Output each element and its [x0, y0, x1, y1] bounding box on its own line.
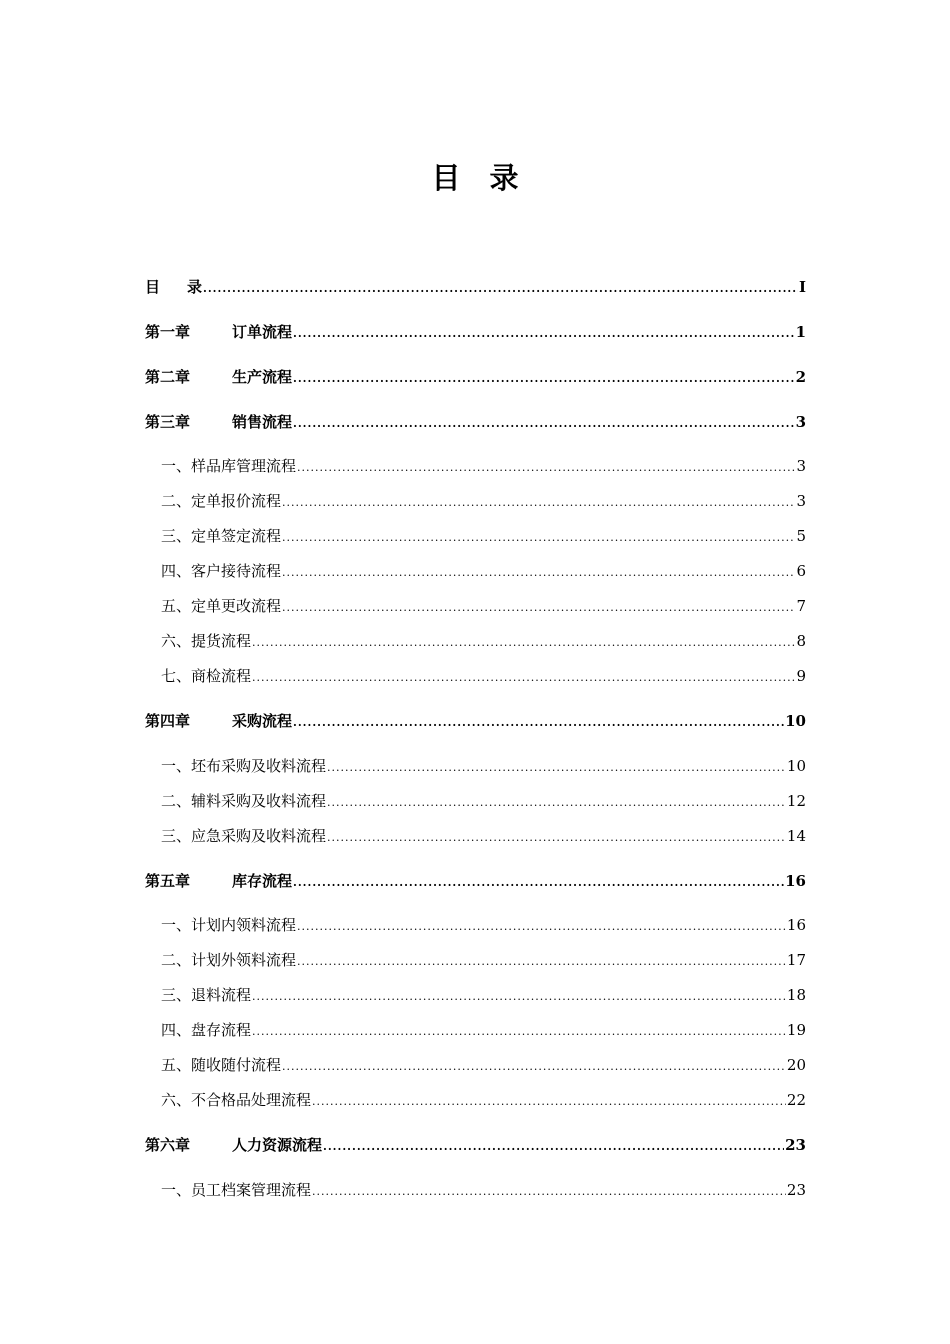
- toc-section[interactable]: [145, 984, 806, 1008]
- dot-leader: [252, 986, 786, 1008]
- toc-page-number: 19: [786, 1021, 806, 1039]
- dot-leader: [323, 1136, 784, 1158]
- dot-leader: [293, 368, 795, 390]
- toc-chapter-6[interactable]: [145, 1134, 806, 1158]
- toc-page-number: I: [798, 278, 806, 296]
- dot-leader: [293, 872, 784, 894]
- dot-leader: [297, 916, 786, 938]
- chapter-title: 采购流程: [232, 712, 293, 730]
- section-title: 五、定单更改流程: [161, 597, 282, 615]
- toc-section[interactable]: [145, 525, 806, 549]
- toc-section[interactable]: [145, 825, 806, 849]
- chapter-title: 人力资源流程: [232, 1136, 323, 1154]
- toc-entry-contents[interactable]: [145, 276, 806, 300]
- toc-page-number: 22: [786, 1091, 806, 1109]
- section-title: 二、辅料采购及收料流程: [161, 792, 327, 810]
- toc-section[interactable]: [145, 1089, 806, 1113]
- chapter-number: 第三章: [145, 413, 191, 431]
- toc-section[interactable]: [145, 1054, 806, 1078]
- dot-leader: [327, 757, 786, 779]
- section-title: 一、坯布采购及收料流程: [161, 757, 327, 775]
- dot-leader: [282, 527, 795, 549]
- toc-page-number: 9: [796, 667, 806, 685]
- section-title: 六、提货流程: [161, 632, 252, 650]
- toc-entry-title: 录: [187, 278, 203, 296]
- toc-page-number: 16: [786, 916, 806, 934]
- section-title: 四、盘存流程: [161, 1021, 252, 1039]
- section-title: 一、样品库管理流程: [161, 457, 297, 475]
- toc-section[interactable]: [145, 790, 806, 814]
- toc-page-number: 3: [795, 413, 806, 431]
- section-title: 四、客户接待流程: [161, 562, 282, 580]
- toc-section[interactable]: [145, 595, 806, 619]
- toc-entry-num: 目: [145, 278, 161, 296]
- toc-page-number: 17: [786, 951, 806, 969]
- toc-page-number: 14: [786, 827, 806, 845]
- dot-leader: [282, 562, 795, 584]
- chapter-number: 第一章: [145, 323, 191, 341]
- toc-section[interactable]: [145, 1179, 806, 1203]
- toc-chapter-5[interactable]: [145, 870, 806, 894]
- toc-page-number: 10: [785, 712, 806, 730]
- chapter-title: 生产流程: [232, 368, 293, 386]
- toc-section[interactable]: [145, 755, 806, 779]
- section-title: 三、定单签定流程: [161, 527, 282, 545]
- dot-leader: [293, 413, 795, 435]
- dot-leader: [293, 712, 784, 734]
- dot-leader: [327, 792, 786, 814]
- dot-leader: [252, 632, 795, 654]
- toc-section[interactable]: [145, 455, 806, 479]
- chapter-number: 第六章: [145, 1136, 191, 1154]
- toc-page-number: 10: [786, 757, 806, 775]
- toc-page-number: 3: [796, 457, 806, 475]
- dot-leader: [282, 1056, 786, 1078]
- section-title: 三、应急采购及收料流程: [161, 827, 327, 845]
- chapter-title: 订单流程: [232, 323, 293, 341]
- dot-leader: [282, 492, 795, 514]
- toc-section[interactable]: [145, 914, 806, 938]
- section-title: 一、计划内领料流程: [161, 916, 297, 934]
- dot-leader: [312, 1091, 786, 1113]
- section-title: 二、计划外领料流程: [161, 951, 297, 969]
- toc-section[interactable]: [145, 560, 806, 584]
- chapter-number: 第二章: [145, 368, 191, 386]
- dot-leader: [297, 457, 795, 479]
- toc-section[interactable]: [145, 949, 806, 973]
- section-title: 三、退料流程: [161, 986, 252, 1004]
- dot-leader: [297, 951, 786, 973]
- document-title: 目 录: [431, 161, 519, 195]
- dot-leader: [293, 323, 795, 345]
- toc-page-number: 6: [796, 562, 806, 580]
- toc-chapter-4[interactable]: [145, 710, 806, 734]
- toc-section[interactable]: [145, 630, 806, 654]
- section-title: 七、商检流程: [161, 667, 252, 685]
- dot-leader: [203, 278, 798, 300]
- toc-page-number: 18: [786, 986, 806, 1004]
- toc-chapter-2[interactable]: [145, 366, 806, 390]
- toc-page-number: 20: [786, 1056, 806, 1074]
- toc-page-number: 16: [785, 872, 806, 890]
- toc-page-number: 1: [795, 323, 806, 341]
- toc-section[interactable]: [145, 1019, 806, 1043]
- toc-section[interactable]: [145, 490, 806, 514]
- dot-leader: [282, 597, 795, 619]
- toc-chapter-1[interactable]: [145, 321, 806, 345]
- chapter-number: 第四章: [145, 712, 191, 730]
- section-title: 二、定单报价流程: [161, 492, 282, 510]
- section-title: 一、员工档案管理流程: [161, 1181, 312, 1199]
- dot-leader: [327, 827, 786, 849]
- dot-leader: [252, 667, 795, 689]
- chapter-number: 第五章: [145, 872, 191, 890]
- chapter-title: 库存流程: [232, 872, 293, 890]
- toc-page-number: 23: [785, 1136, 806, 1154]
- toc-page-number: 7: [796, 597, 806, 615]
- section-title: 五、随收随付流程: [161, 1056, 282, 1074]
- section-title: 六、不合格品处理流程: [161, 1091, 312, 1109]
- toc-page-number: 5: [796, 527, 806, 545]
- toc-page-number: 3: [796, 492, 806, 510]
- toc-page-number: 2: [795, 368, 806, 386]
- dot-leader: [252, 1021, 786, 1043]
- toc-page-number: 8: [796, 632, 806, 650]
- dot-leader: [312, 1181, 786, 1203]
- toc-page-number: 12: [786, 792, 806, 810]
- toc-page-number: 23: [786, 1181, 806, 1199]
- chapter-title: 销售流程: [232, 413, 293, 431]
- toc-chapter-3[interactable]: [145, 411, 806, 435]
- toc-section[interactable]: [145, 665, 806, 689]
